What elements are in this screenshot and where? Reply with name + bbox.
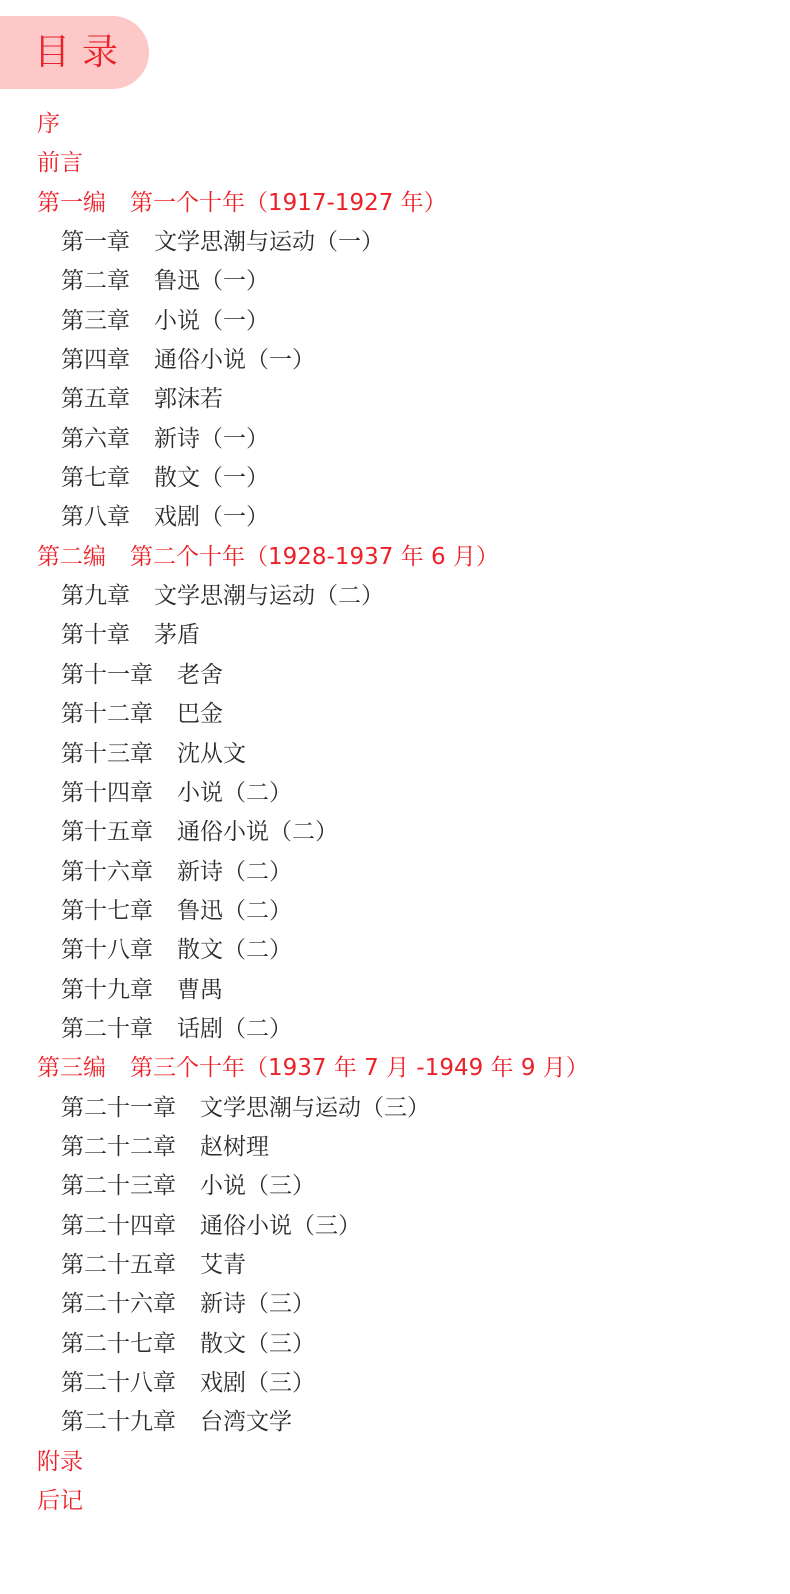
entry-title: 通俗小说（一） bbox=[154, 347, 315, 374]
entry-number: 第十章 bbox=[61, 622, 130, 649]
entry-title: 文学思潮与运动（一） bbox=[154, 229, 384, 256]
toc-chapter-entry[interactable] bbox=[0, 1010, 790, 1049]
entry-number: 第二十六章 bbox=[61, 1291, 176, 1318]
toc-chapter-entry[interactable] bbox=[0, 302, 790, 341]
entry-number: 第七章 bbox=[61, 465, 130, 492]
toc-chapter-entry[interactable] bbox=[0, 931, 790, 970]
entry-title: 鲁迅（一） bbox=[154, 268, 269, 295]
entry-number: 第十二章 bbox=[61, 701, 153, 728]
entry-number: 第三编 bbox=[37, 1055, 106, 1082]
entry-title: 老舍 bbox=[177, 661, 223, 688]
entry-number: 第一编 bbox=[37, 189, 106, 216]
entry-title: 小说（一） bbox=[154, 307, 269, 334]
entry-title: 散文（一） bbox=[154, 465, 269, 492]
toc-chapter-entry[interactable] bbox=[0, 853, 790, 892]
entry-title: 茅盾 bbox=[154, 622, 200, 649]
entry-number: 附录 bbox=[37, 1448, 83, 1475]
entry-title: 小说（三） bbox=[200, 1173, 315, 1200]
entry-title: 新诗（三） bbox=[200, 1291, 315, 1318]
toc-part-entry[interactable] bbox=[0, 1443, 790, 1482]
toc-chapter-entry[interactable] bbox=[0, 577, 790, 616]
toc-chapter-entry[interactable] bbox=[0, 1167, 790, 1206]
toc-chapter-entry[interactable] bbox=[0, 1207, 790, 1246]
toc-chapter-entry[interactable] bbox=[0, 380, 790, 419]
entry-title: 话剧（二） bbox=[177, 1015, 292, 1042]
toc-chapter-entry[interactable] bbox=[0, 498, 790, 537]
entry-number: 第四章 bbox=[61, 347, 130, 374]
entry-title: 台湾文学 bbox=[200, 1409, 292, 1436]
toc-chapter-entry[interactable] bbox=[0, 735, 790, 774]
entry-title: 沈从文 bbox=[177, 740, 246, 767]
toc-list bbox=[0, 105, 790, 1521]
toc-chapter-entry[interactable] bbox=[0, 656, 790, 695]
entry-title: 小说（二） bbox=[177, 779, 292, 806]
entry-number: 第二十二章 bbox=[61, 1133, 176, 1160]
toc-chapter-entry[interactable] bbox=[0, 420, 790, 459]
entry-number: 后记 bbox=[37, 1488, 83, 1515]
entry-title: 第一个十年（1917-1927 年） bbox=[130, 189, 447, 216]
toc-part-entry[interactable] bbox=[0, 144, 790, 183]
entry-title: 散文（三） bbox=[200, 1330, 315, 1357]
toc-chapter-entry[interactable] bbox=[0, 892, 790, 931]
toc-chapter-entry[interactable] bbox=[0, 1364, 790, 1403]
entry-number: 第十八章 bbox=[61, 937, 153, 964]
entry-title: 文学思潮与运动（二） bbox=[154, 583, 384, 610]
toc-chapter-entry[interactable] bbox=[0, 1325, 790, 1364]
entry-number: 第二章 bbox=[61, 268, 130, 295]
entry-title: 巴金 bbox=[177, 701, 223, 728]
entry-number: 第二十八章 bbox=[61, 1370, 176, 1396]
entry-title: 新诗（一） bbox=[154, 425, 269, 452]
toc-part-entry[interactable] bbox=[0, 184, 790, 223]
toc-header bbox=[0, 16, 149, 89]
toc-chapter-entry[interactable] bbox=[0, 262, 790, 301]
entry-number: 序 bbox=[37, 111, 60, 137]
toc-chapter-entry[interactable] bbox=[0, 971, 790, 1010]
entry-number: 第二十五章 bbox=[61, 1251, 176, 1278]
entry-number: 第八章 bbox=[61, 504, 130, 531]
entry-number: 第一章 bbox=[61, 229, 130, 256]
toc-chapter-entry[interactable] bbox=[0, 695, 790, 734]
toc-chapter-entry[interactable] bbox=[0, 813, 790, 852]
entry-number: 第二十七章 bbox=[61, 1330, 176, 1357]
entry-title: 通俗小说（二） bbox=[177, 819, 338, 846]
entry-title: 戏剧（三） bbox=[200, 1370, 315, 1396]
entry-title: 郭沫若 bbox=[154, 386, 223, 413]
entry-number: 第十一章 bbox=[61, 661, 153, 688]
entry-number: 第二十章 bbox=[61, 1015, 153, 1042]
page-title: 目录 bbox=[34, 32, 131, 73]
entry-number: 第十四章 bbox=[61, 779, 153, 806]
entry-number: 第二编 bbox=[37, 543, 106, 570]
entry-title: 第三个十年（1937 年 7 月 -1949 年 9 月） bbox=[130, 1055, 589, 1082]
toc-part-entry[interactable] bbox=[0, 105, 790, 144]
entry-title: 新诗（二） bbox=[177, 858, 292, 885]
toc-chapter-entry[interactable] bbox=[0, 1403, 790, 1442]
entry-title: 文学思潮与运动（三） bbox=[200, 1094, 430, 1121]
toc-chapter-entry[interactable] bbox=[0, 1246, 790, 1285]
entry-number: 第十七章 bbox=[61, 897, 153, 924]
entry-number: 第三章 bbox=[61, 307, 130, 334]
entry-title: 通俗小说（三） bbox=[200, 1212, 361, 1239]
toc-chapter-entry[interactable] bbox=[0, 459, 790, 498]
entry-number: 第二十四章 bbox=[61, 1212, 176, 1239]
entry-number: 第二十九章 bbox=[61, 1409, 176, 1436]
entry-title: 赵树理 bbox=[200, 1133, 269, 1160]
entry-number: 第九章 bbox=[61, 583, 130, 610]
toc-part-entry[interactable] bbox=[0, 1482, 790, 1521]
entry-number: 第十五章 bbox=[61, 819, 153, 846]
entry-title: 曹禺 bbox=[177, 976, 223, 1003]
entry-number: 前言 bbox=[37, 150, 83, 177]
toc-chapter-entry[interactable] bbox=[0, 1128, 790, 1167]
entry-number: 第十九章 bbox=[61, 976, 153, 1003]
entry-title: 散文（二） bbox=[177, 937, 292, 964]
entry-number: 第二十三章 bbox=[61, 1173, 176, 1200]
entry-title: 戏剧（一） bbox=[154, 504, 269, 531]
toc-chapter-entry[interactable] bbox=[0, 774, 790, 813]
entry-number: 第六章 bbox=[61, 425, 130, 452]
toc-part-entry[interactable] bbox=[0, 538, 790, 577]
toc-chapter-entry[interactable] bbox=[0, 223, 790, 262]
toc-part-entry[interactable] bbox=[0, 1049, 790, 1088]
entry-title: 鲁迅（二） bbox=[177, 897, 292, 924]
toc-chapter-entry[interactable] bbox=[0, 341, 790, 380]
entry-title: 艾青 bbox=[200, 1251, 246, 1278]
entry-number: 第五章 bbox=[61, 386, 130, 413]
toc-chapter-entry[interactable] bbox=[0, 1089, 790, 1128]
entry-number: 第十三章 bbox=[61, 740, 153, 767]
entry-number: 第二十一章 bbox=[61, 1094, 176, 1121]
entry-number: 第十六章 bbox=[61, 858, 153, 885]
toc-chapter-entry[interactable] bbox=[0, 1285, 790, 1324]
entry-title: 第二个十年（1928-1937 年 6 月） bbox=[130, 543, 499, 570]
toc-chapter-entry[interactable] bbox=[0, 616, 790, 655]
